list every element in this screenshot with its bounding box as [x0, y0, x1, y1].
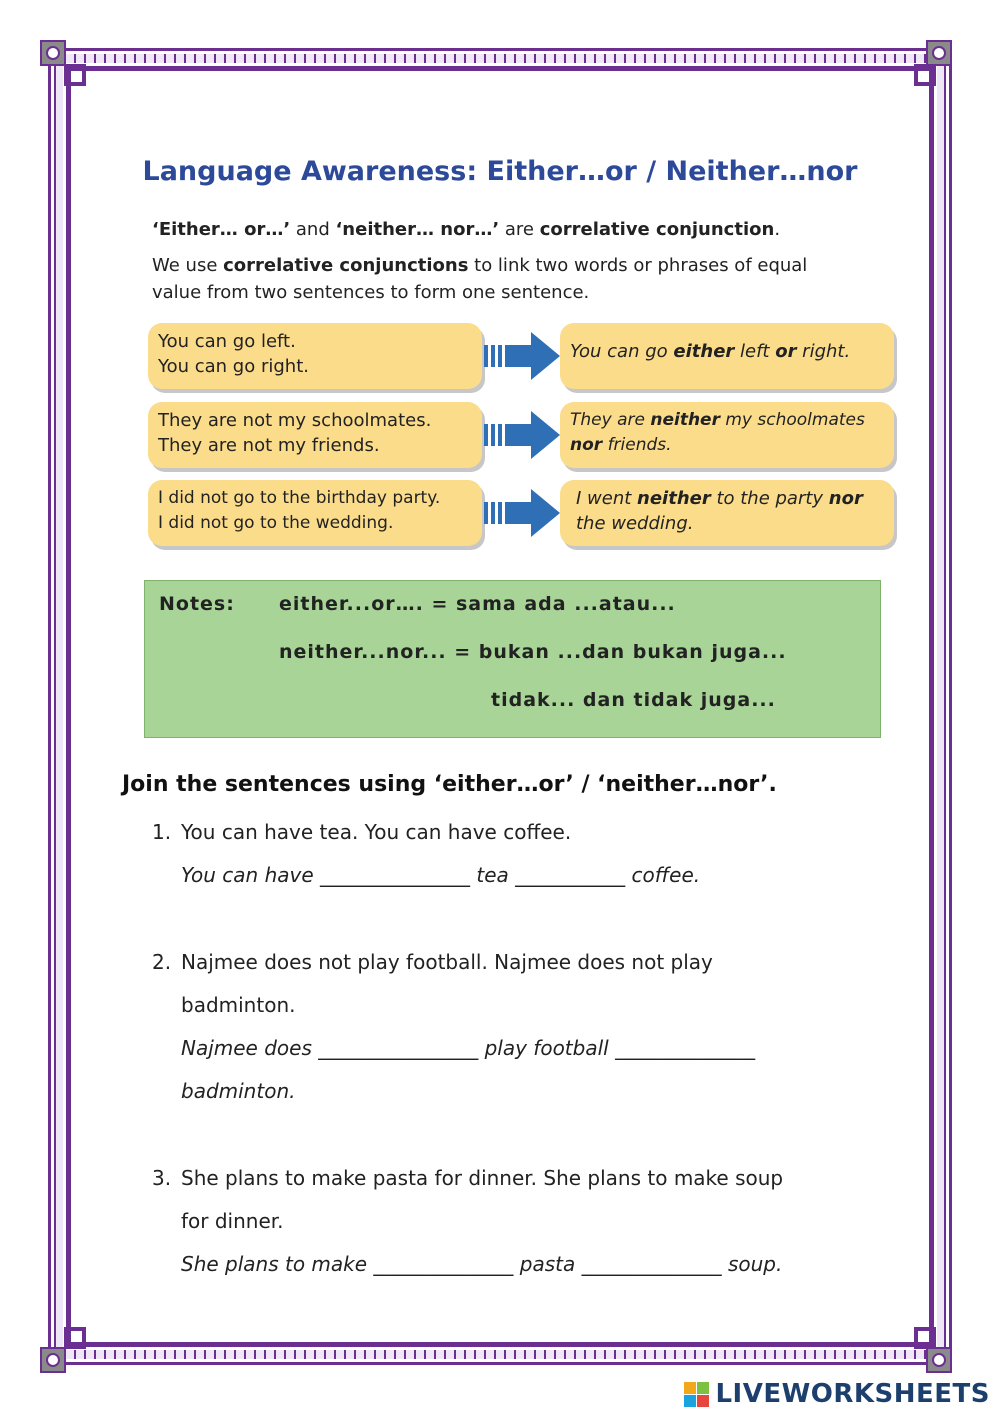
example-keyword: neither [650, 410, 720, 430]
frame-knot-bottom-right [914, 1327, 936, 1349]
example-2-sentences [148, 402, 482, 468]
question-2-text-line-1: Najmee does not play football. Najmee does not play [181, 950, 713, 974]
question-3-text-line-2: for dinner. [181, 1209, 284, 1233]
example-sentence: I did not go to the wedding. [158, 513, 394, 533]
example-3-joined [560, 480, 894, 546]
example-sentence: You can go right. [158, 356, 309, 377]
question-3-text-line-1: She plans to make pasta for dinner. She plans to make soup [181, 1166, 784, 1190]
arrow-right-icon [482, 330, 562, 382]
notes-box [144, 580, 881, 738]
intro-line-3: value from two sentences to form one sentence. [152, 282, 590, 303]
example-sentence: I did not go to the birthday party. [158, 488, 441, 508]
example-text: friends. [602, 435, 672, 455]
example-2-joined [560, 402, 894, 468]
example-1-sentences [148, 323, 482, 389]
question-2-answer-line-2: badminton. [181, 1079, 296, 1103]
frame-knot-bottom-left [64, 1327, 86, 1349]
intro-text: . [774, 219, 781, 240]
question-2-number: 2. [152, 950, 172, 974]
example-keyword: nor [828, 488, 863, 509]
intro-line-2 [152, 252, 807, 279]
question-3-answer-line[interactable]: She plans to make ______________ pasta ______________ soup. [181, 1252, 783, 1276]
example-text: right. [796, 341, 851, 362]
question-2-text-line-2: badminton. [181, 993, 296, 1017]
intro-term-neither: ‘neither… nor…’ [335, 219, 500, 240]
notes-line-1: either...or…. = sama ada ...atau... [279, 593, 676, 615]
example-1-joined [560, 323, 894, 389]
intro-text: We use [152, 255, 224, 276]
exercise-instruction: Join the sentences using ‘either…or’ / ‘neither…nor’. [122, 772, 777, 797]
example-text: You can go [570, 341, 674, 362]
intro-text: to link two words or phrases of equal [468, 255, 808, 276]
frame-corner-bottom-right [926, 1347, 960, 1381]
notes-label: Notes: [159, 593, 235, 615]
question-1-text: You can have tea. You can have coffee. [181, 820, 572, 844]
liveworksheets-logo[interactable] [684, 1378, 990, 1410]
example-text: left [734, 341, 776, 362]
intro-term-either: ‘Either… or…’ [152, 219, 291, 240]
intro-text: are [499, 219, 540, 240]
example-sentence: They are not my schoolmates. [158, 410, 432, 431]
page-title: Language Awareness: Either…or / Neither…nor [142, 156, 858, 187]
question-3-number: 3. [152, 1166, 172, 1190]
arrow-right-icon [482, 487, 562, 539]
example-text: my schoolmates [719, 410, 865, 430]
frame-corner-bottom-left [40, 1347, 74, 1381]
example-3-sentences [148, 480, 482, 546]
example-text: to the party [710, 488, 829, 509]
intro-line-1 [152, 216, 780, 243]
liveworksheets-grid-icon [684, 1382, 709, 1407]
notes-line-2: neither...nor... = bukan ...dan bukan juga... [279, 641, 787, 663]
example-keyword: or [775, 341, 797, 362]
arrow-right-icon [482, 409, 562, 461]
question-1-number: 1. [152, 820, 172, 844]
example-text: I went [576, 488, 638, 509]
intro-term-correlative: correlative conjunction [539, 219, 775, 240]
example-text: They are [570, 410, 651, 430]
intro-term-correlative-plural: correlative conjunctions [223, 255, 469, 276]
example-keyword: neither [637, 488, 711, 509]
liveworksheets-brand: LIVEWORKSHEETS [715, 1379, 990, 1409]
notes-line-3: tidak... dan tidak juga... [491, 689, 776, 711]
example-sentence: You can go left. [158, 331, 296, 352]
question-1-answer-line[interactable]: You can have _______________ tea ___________ coffee. [181, 863, 701, 887]
frame-knot-top-right [914, 64, 936, 86]
frame-knot-top-left [64, 64, 86, 86]
example-sentence: They are not my friends. [158, 435, 380, 456]
example-keyword: either [673, 341, 735, 362]
example-keyword: nor [570, 435, 603, 455]
question-2-answer-line[interactable]: Najmee does ________________ play football ______________ [181, 1036, 756, 1060]
intro-text: and [290, 219, 336, 240]
example-text: the wedding. [576, 513, 694, 534]
